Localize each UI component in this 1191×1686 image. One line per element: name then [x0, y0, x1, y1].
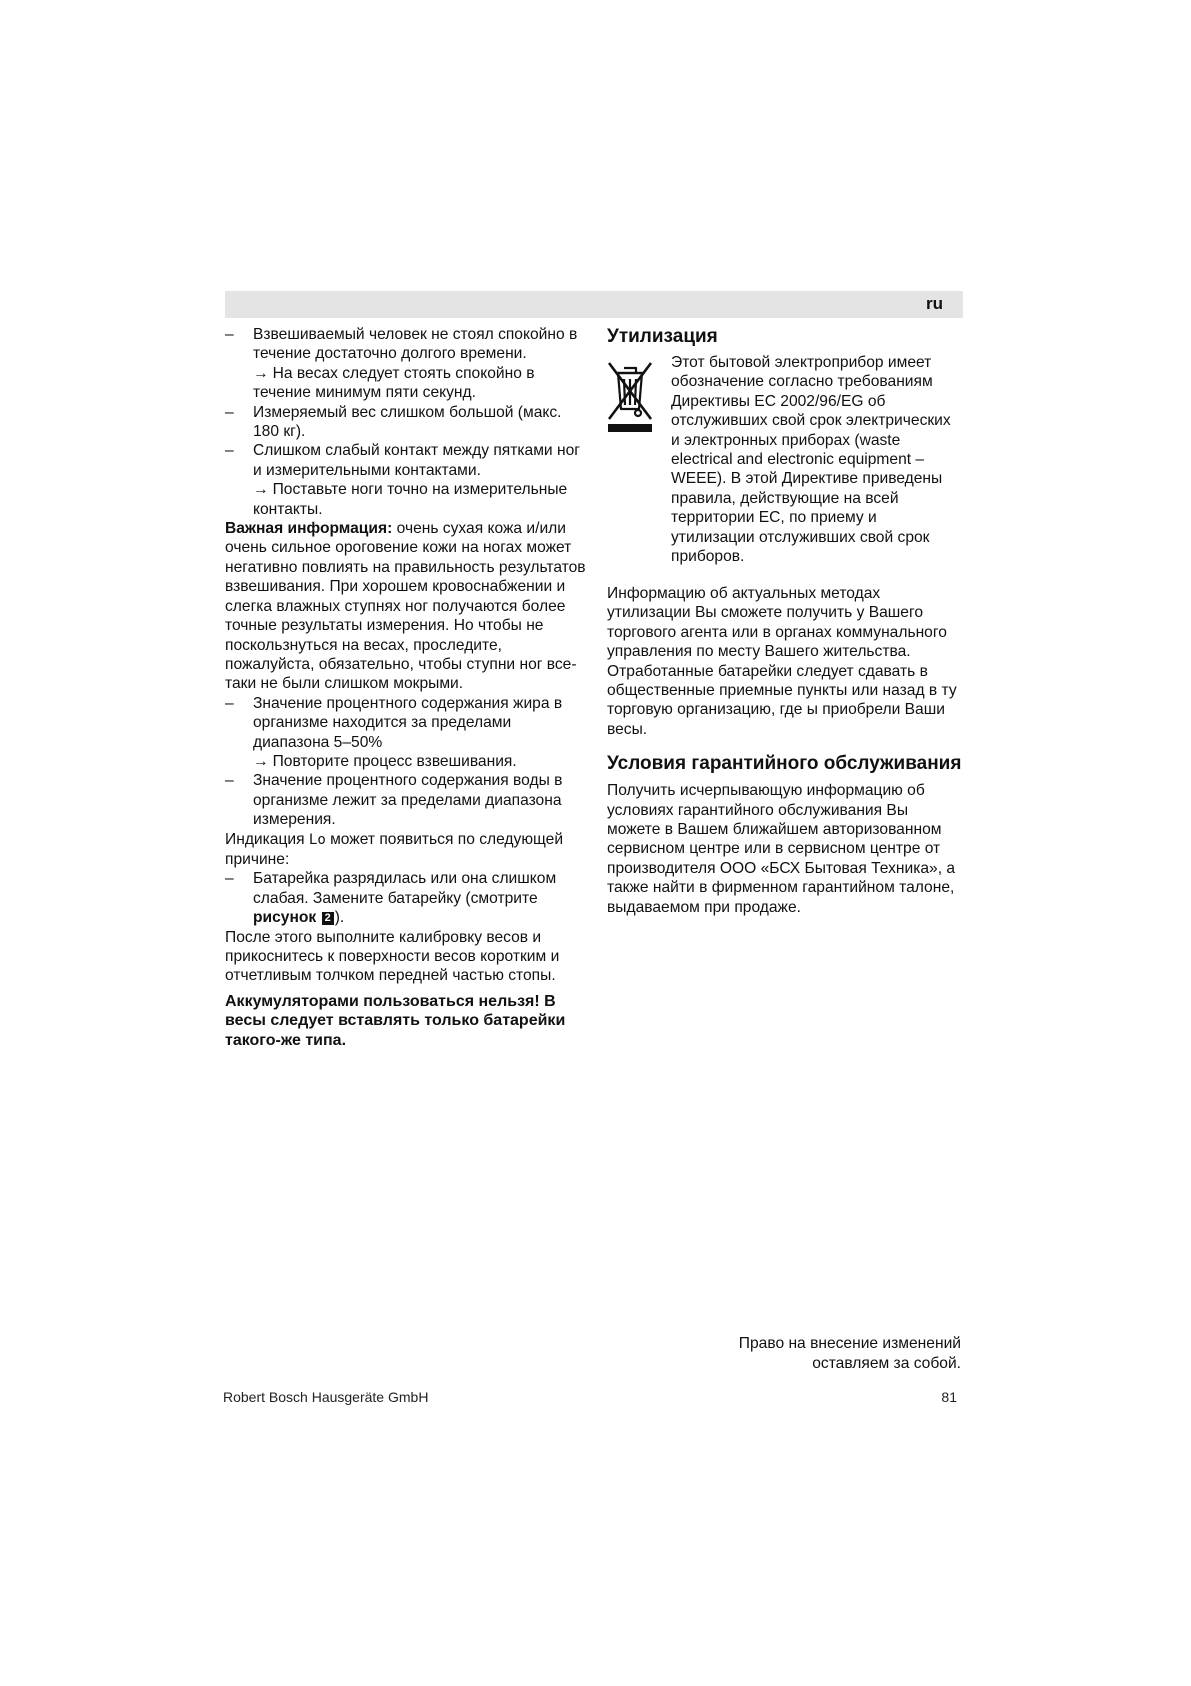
warranty-text: Получить исчерпывающую информацию об условиях гарантийного обслуживания Вы можете в Вашем ближайшем авторизованном сервисном центре или в сервисном центре от производителя ООО «БСХ Бытовая Техника», а также найти в фирменном гарантийном талоне, выдаваемом при продаже.: [607, 782, 956, 916]
figure-number-badge: 2: [322, 912, 334, 925]
item-text: Слишком слабый контакт между пятками ног и измерительными контактами.: [253, 442, 580, 479]
important-text: очень сухая кожа и/или очень сильное ороговение кожи на ногах может негативно повлиять на правильность результатов взвешивания. При хорошем кровоснабжении и слегка влажных ступнях ног получаются более точные результаты измерения. Но чтобы не поскользнуться на весах, проследите, пожалуйста, обязательно, чтобы ступни ног все-таки не были слишком мокрыми.: [225, 520, 586, 693]
troubleshoot-item: [225, 403, 587, 442]
note-line: Право на внесение изменений: [738, 1335, 961, 1352]
item-text: Значение процентного содержания жира в организме находится за пределами диапазона 5–50%: [253, 694, 563, 751]
troubleshoot-item: [225, 771, 587, 829]
calibration-text: После этого выполните калибровку весов и прикоснитесь к поверхности весов коротким и отчетливым толчком передней частью стопы.: [225, 928, 560, 985]
important-label: Важная информация:: [225, 520, 393, 538]
arrow-icon: →: [253, 481, 269, 499]
indication-post: может появиться по следующей причине:: [225, 830, 564, 868]
dash-icon: –: [225, 870, 234, 888]
disposal-heading: Утилизация: [607, 326, 718, 347]
lo-display-icon: Lo: [308, 831, 326, 848]
troubleshoot-item: [225, 694, 587, 772]
disposal-info-text: Информацию об актуальных методах утилизации Вы сможете получить у Вашего торгового агента или в органах коммунального управления по месту Вашего жительства.: [607, 585, 947, 661]
dash-icon: –: [225, 326, 234, 343]
arrow-icon: →: [253, 752, 269, 770]
remedy-line: [253, 752, 587, 771]
warranty-heading: Условия гарантийного обслуживания: [607, 753, 962, 775]
header-bar: [225, 291, 963, 318]
troubleshoot-item: [225, 441, 587, 519]
dash-icon: –: [225, 694, 234, 712]
item-text: Взвешиваемый человек не стоял спокойно в течение достаточно долгого времени.: [253, 326, 578, 363]
indication-text: [225, 830, 587, 870]
troubleshoot-item: [225, 325, 587, 403]
item-text-post: ).: [334, 909, 345, 927]
battery-warning: Аккумуляторами пользоваться нельзя! В весы следует вставлять только батарейки такого-же типа.: [225, 992, 566, 1049]
remedy-text: Повторите процесс взвешивания.: [272, 752, 517, 770]
item-text-pre: Батарейка разрядилась или она слишком слабая. Замените батарейку (смотрите: [253, 870, 557, 907]
dash-icon: –: [225, 772, 234, 790]
disposal-text: Этот бытовой электроприбор имеет обозначение согласно требованиям Директивы ЕС 2002/96/EG об отслуживших свой срок электрических и электронных приборах (waste electrical and electronic equipment – WEEE). В этой Директиве приведены правила, действующие на всей территории ЕС, по приему и утилизации отслуживших свой срок приборов.: [671, 354, 951, 566]
arrow-icon: →: [253, 364, 269, 382]
item-text: Значение процентного содержания воды в организме лежит за пределами диапазона измерения.: [253, 772, 563, 829]
troubleshoot-item: [225, 869, 587, 927]
item-text: Измеряемый вес слишком большой (макс. 180 кг).: [253, 403, 562, 441]
changes-reserved-note: [739, 1334, 961, 1374]
disposal-block: [607, 353, 962, 583]
crossed-out-wheelie-bin-icon: [607, 361, 653, 437]
dash-icon: –: [225, 442, 234, 460]
item-text: [253, 869, 587, 927]
remedy-line: [253, 480, 587, 519]
language-label: ru: [926, 294, 943, 313]
battery-disposal-text: Отработанные батарейки следует сдавать в общественные приемные пункты или назад в ту торговую организацию, где ы приобрели Ваши весы.: [607, 662, 957, 738]
remedy-text: Поставьте ноги точно на измерительные контакты.: [253, 481, 568, 518]
remedy-line: [253, 364, 587, 403]
indication-pre: Индикация: [225, 830, 309, 848]
dash-icon: –: [225, 403, 234, 421]
figure-reference: рисунок: [253, 909, 317, 927]
remedy-text: На весах следует стоять спокойно в течение минимум пяти секунд.: [253, 364, 535, 402]
important-note: [225, 519, 587, 694]
right-column: [607, 325, 962, 917]
left-column: [225, 325, 587, 1051]
page-number: 81: [941, 1389, 957, 1405]
company-name: Robert Bosch Hausgeräte GmbH: [223, 1389, 429, 1405]
note-line: оставляем за собой.: [812, 1355, 961, 1372]
